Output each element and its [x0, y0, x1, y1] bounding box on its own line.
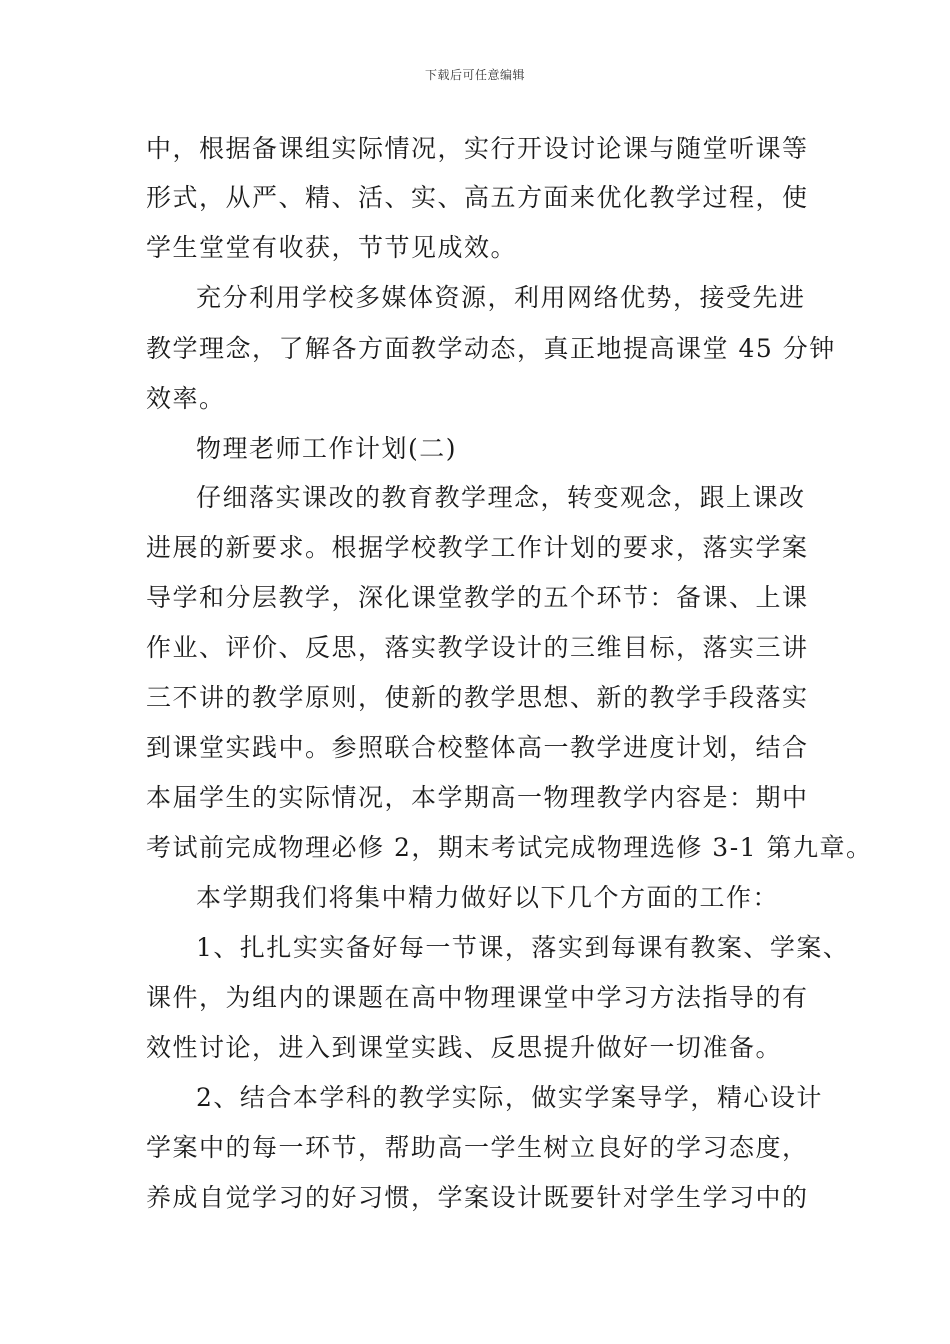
list-item-line: 1、扎扎实实备好每一节课，落实到每课有教案、学案、: [196, 933, 850, 962]
paragraph-line: 学生堂堂有收获，节节见成效。: [146, 233, 518, 262]
paragraph-line: 导学和分层教学，深化课堂教学的五个环节：备课、上课: [146, 583, 809, 612]
paragraph-line: 考试前完成物理必修 2，期末考试完成物理选修 3-1 第九章。: [146, 833, 873, 862]
paragraph-line: 教学理念，了解各方面教学动态，真正地提高课堂 45 分钟: [146, 334, 836, 363]
paragraph-line: 作业、评价、反思，落实教学设计的三维目标，落实三讲: [146, 633, 809, 662]
list-item-line: 养成自觉学习的好习惯，学案设计既要针对学生学习中的: [146, 1183, 809, 1212]
paragraph-line: 效率。: [146, 384, 226, 413]
paragraph-line: 形式，从严、精、活、实、高五方面来优化教学过程，使: [146, 183, 809, 212]
paragraph-line: 进展的新要求。根据学校教学工作计划的要求，落实学案: [146, 533, 809, 562]
paragraph-line: 到课堂实践中。参照联合校整体高一教学进度计划，结合: [146, 733, 809, 762]
list-item-line: 课件，为组内的课题在高中物理课堂中学习方法指导的有: [146, 983, 809, 1012]
paragraph-line: 充分利用学校多媒体资源，利用网络优势，接受先进: [196, 283, 806, 312]
list-item-line: 学案中的每一环节，帮助高一学生树立良好的学习态度，: [146, 1133, 809, 1162]
section-heading: 物理老师工作计划(二): [196, 434, 458, 463]
paragraph-line: 三不讲的教学原则，使新的教学思想、新的教学手段落实: [146, 683, 809, 712]
paragraph-line: 本学期我们将集中精力做好以下几个方面的工作：: [196, 883, 780, 912]
paragraph-line: 本届学生的实际情况，本学期高一物理教学内容是：期中: [146, 783, 809, 812]
paragraph-line: 中，根据备课组实际情况，实行开设讨论课与随堂听课等: [146, 134, 809, 163]
list-item-line: 2、结合本学科的教学实际，做实学案导学，精心设计: [196, 1083, 823, 1112]
paragraph-line: 仔细落实课改的教育教学理念，转变观念，跟上课改: [196, 483, 806, 512]
header-note: 下载后可任意编辑: [424, 68, 525, 82]
list-item-line: 效性讨论，进入到课堂实践、反思提升做好一切准备。: [146, 1033, 783, 1062]
